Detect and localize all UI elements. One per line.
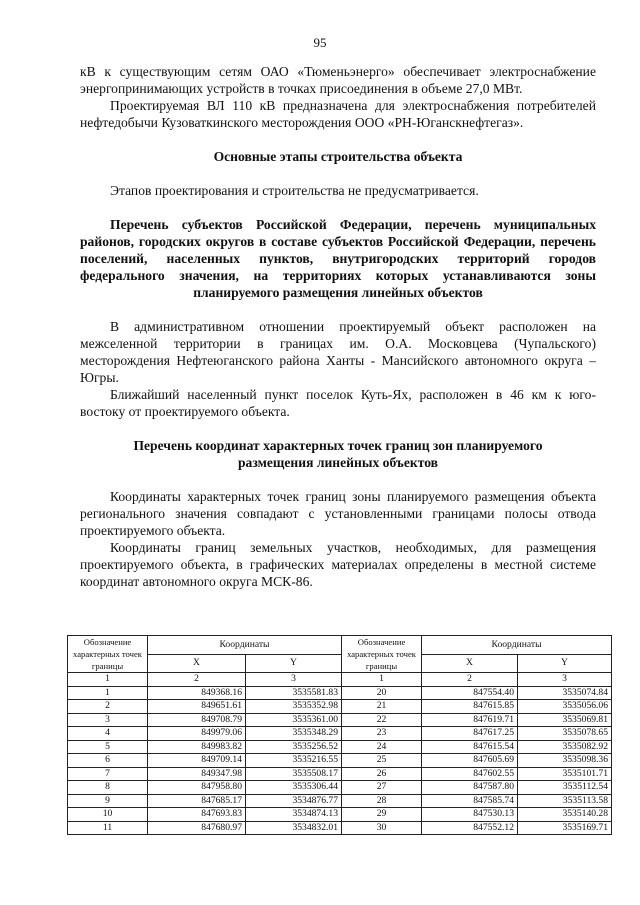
document-body bbox=[80, 63, 596, 590]
table-cell: 2 bbox=[68, 700, 148, 714]
column-number: 2 bbox=[148, 673, 246, 687]
table-cell: 3535352.98 bbox=[246, 700, 342, 714]
header-x-right: X bbox=[422, 654, 518, 673]
table-cell: 4 bbox=[68, 727, 148, 741]
table-cell: 849709.14 bbox=[148, 754, 246, 768]
header-y-left: Y bbox=[246, 654, 342, 673]
table-cell: 3535101.71 bbox=[518, 767, 612, 781]
table-cell: 3535306.44 bbox=[246, 781, 342, 795]
table-cell: 3535098.36 bbox=[518, 754, 612, 768]
table-cell: 3535361.00 bbox=[246, 713, 342, 727]
table-cell: 3535056.06 bbox=[518, 700, 612, 714]
table-cell: 849979.06 bbox=[148, 727, 246, 741]
table-cell: 27 bbox=[342, 781, 422, 795]
table-cell: 847619.71 bbox=[422, 713, 518, 727]
table-cell: 3535074.84 bbox=[518, 686, 612, 700]
column-number: 1 bbox=[342, 673, 422, 687]
table-cell: 847552.12 bbox=[422, 821, 518, 835]
table-cell: 20 bbox=[342, 686, 422, 700]
table-cell: 9 bbox=[68, 794, 148, 808]
section-heading-coordinates-list: Перечень координат характерных точек границ зон планируемого размещения линейных объектов bbox=[133, 438, 543, 470]
table-cell: 847685.17 bbox=[148, 794, 246, 808]
column-number: 2 bbox=[422, 673, 518, 687]
table-cell: 11 bbox=[68, 821, 148, 835]
table-cell: 7 bbox=[68, 767, 148, 781]
table-cell: 6 bbox=[68, 754, 148, 768]
table-cell: 849368.16 bbox=[148, 686, 246, 700]
paragraph-stages: Этапов проектирования и строительства не предусматривается. bbox=[110, 183, 479, 198]
coordinates-table bbox=[67, 635, 612, 835]
table-cell: 8 bbox=[68, 781, 148, 795]
table-cell: 3534832.01 bbox=[246, 821, 342, 835]
paragraph-intro-2: Проектируемая ВЛ 110 кВ предназначена для электроснабжения потребителей нефтедобычи Кузоваткинского месторождения ООО «РН-Юганскнефтегаз». bbox=[80, 98, 596, 130]
table-cell: 847958.80 bbox=[148, 781, 246, 795]
table-cell: 10 bbox=[68, 808, 148, 822]
table-row bbox=[68, 740, 612, 754]
table-cell: 23 bbox=[342, 727, 422, 741]
table-cell: 847615.54 bbox=[422, 740, 518, 754]
table-cell: 3535169.71 bbox=[518, 821, 612, 835]
table-cell: 3535112.54 bbox=[518, 781, 612, 795]
table-cell: 847693.83 bbox=[148, 808, 246, 822]
section-heading-construction-stages: Основные этапы строительства объекта bbox=[213, 149, 463, 164]
table-row bbox=[68, 767, 612, 781]
table-row bbox=[68, 713, 612, 727]
table-cell: 26 bbox=[342, 767, 422, 781]
table-cell: 849708.79 bbox=[148, 713, 246, 727]
table-cell: 3534874.13 bbox=[246, 808, 342, 822]
table-cell: 3535078.65 bbox=[518, 727, 612, 741]
table-cell: 3535216.55 bbox=[246, 754, 342, 768]
table-cell: 30 bbox=[342, 821, 422, 835]
table-cell: 3535082.92 bbox=[518, 740, 612, 754]
table-cell: 3534876.77 bbox=[246, 794, 342, 808]
table-cell: 3535348.29 bbox=[246, 727, 342, 741]
table-cell: 3535069.81 bbox=[518, 713, 612, 727]
header-x-left: X bbox=[148, 654, 246, 673]
header-designation-right: Обозначение характерных точек границы bbox=[342, 636, 422, 673]
header-coordinates-right: Координаты bbox=[422, 636, 612, 655]
table-cell: 847617.25 bbox=[422, 727, 518, 741]
table-cell: 847530.13 bbox=[422, 808, 518, 822]
table-cell: 847605.69 bbox=[422, 754, 518, 768]
column-number: 3 bbox=[518, 673, 612, 687]
table-cell: 3 bbox=[68, 713, 148, 727]
table-cell: 849347.98 bbox=[148, 767, 246, 781]
coordinates-table-body bbox=[68, 686, 612, 835]
column-number: 1 bbox=[68, 673, 148, 687]
table-cell: 25 bbox=[342, 754, 422, 768]
table-cell: 5 bbox=[68, 740, 148, 754]
section-heading-subjects-list: Перечень субъектов Российской Федерации, перечень муниципальных районов, городских округов в составе субъектов Российской Федерации, перечень поселений, населенных пунктов, внутригородских территорий городов федерального значения, на территориях которых устанавливаются зоны планируемого размещения линейных объектов bbox=[80, 217, 596, 300]
paragraph-nearest-settlement: Ближайший населенный пункт поселок Куть-Ях, расположен в 46 км к юго-востоку от проектируемого объекта. bbox=[80, 387, 596, 419]
table-cell: 849651.61 bbox=[148, 700, 246, 714]
table-cell: 3535113.58 bbox=[518, 794, 612, 808]
table-cell: 3535581.83 bbox=[246, 686, 342, 700]
table-row bbox=[68, 808, 612, 822]
table-cell: 3535256.52 bbox=[246, 740, 342, 754]
table-row bbox=[68, 821, 612, 835]
page-number: 95 bbox=[313, 35, 327, 50]
table-cell: 24 bbox=[342, 740, 422, 754]
table-row bbox=[68, 700, 612, 714]
table-cell: 21 bbox=[342, 700, 422, 714]
paragraph-administrative-location: В административном отношении проектируемый объект расположен на межселенной территории в границах им. О.А. Московцева (Чупальского) месторождения Нефтеюганского района Ханты - Мансийского автономного округа – Югры. bbox=[80, 319, 596, 385]
table-cell: 29 bbox=[342, 808, 422, 822]
table-cell: 3535508.17 bbox=[246, 767, 342, 781]
table-row bbox=[68, 794, 612, 808]
table-cell: 847585.74 bbox=[422, 794, 518, 808]
table-cell: 847680.97 bbox=[148, 821, 246, 835]
table-cell: 847615.85 bbox=[422, 700, 518, 714]
table-cell: 3535140.28 bbox=[518, 808, 612, 822]
table-row bbox=[68, 727, 612, 741]
table-row bbox=[68, 686, 612, 700]
paragraph-intro-1: кВ к существующим сетям ОАО «Тюменьэнерго» обеспечивает электроснабжение энергопринимающих устройств в точках присоединения в объеме 27,0 МВт. bbox=[80, 64, 596, 96]
header-y-right: Y bbox=[518, 654, 612, 673]
table-cell: 847602.55 bbox=[422, 767, 518, 781]
table-row bbox=[68, 781, 612, 795]
header-designation-left: Обозначение характерных точек границы bbox=[68, 636, 148, 673]
table-cell: 847554.40 bbox=[422, 686, 518, 700]
table-row bbox=[68, 754, 612, 768]
table-cell: 849983.82 bbox=[148, 740, 246, 754]
table-cell: 847587.80 bbox=[422, 781, 518, 795]
column-number: 3 bbox=[246, 673, 342, 687]
paragraph-coordinate-system: Координаты границ земельных участков, необходимых, для размещения проектируемого объекта, в графических материалах определены в местной системе координат автономного округа МСК-86. bbox=[80, 540, 596, 589]
table-cell: 28 bbox=[342, 794, 422, 808]
header-coordinates-left: Координаты bbox=[148, 636, 342, 655]
paragraph-coordinates-match: Координаты характерных точек границ зоны планируемого размещения объекта регионального значения совпадают с установленными границами полосы отвода проектируемого объекта. bbox=[80, 489, 596, 538]
table-cell: 1 bbox=[68, 686, 148, 700]
table-cell: 22 bbox=[342, 713, 422, 727]
